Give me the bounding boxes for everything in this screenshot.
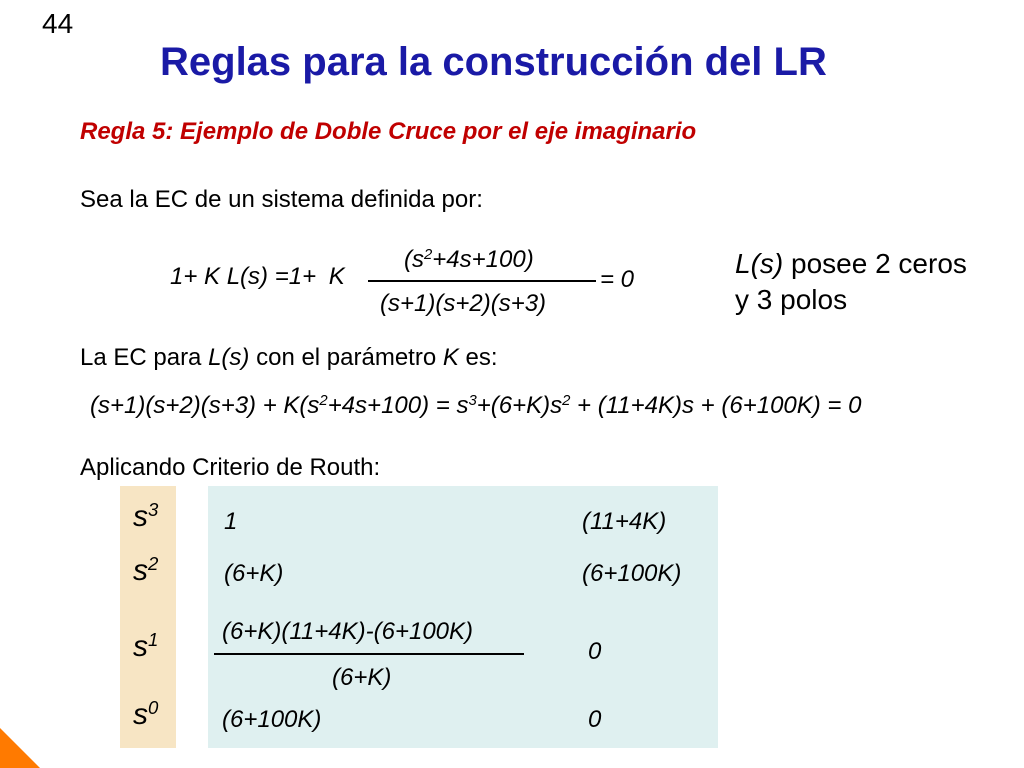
ec-eq-e1: 2	[319, 392, 328, 409]
routh-s3-col2: (11+4K)	[582, 508, 667, 535]
slide-title: Reglas para la construcción del LR	[160, 40, 827, 84]
ec-line-k: K	[442, 344, 459, 371]
equation-rhs: = 0	[600, 266, 635, 293]
routh-label-exp: 3	[148, 498, 159, 520]
routh-s1-fraction-bar	[214, 653, 524, 655]
equation-denominator: (s+1)(s+2)(s+3)	[380, 290, 547, 317]
ec-eq-p1: (s+1)(s+2)(s+3) + K(s	[90, 392, 320, 419]
ec-expanded-equation	[90, 392, 861, 420]
note-ls: L(s)	[735, 248, 784, 279]
routh-label-s1	[133, 630, 158, 664]
equation-numerator	[404, 246, 534, 274]
note-line-1	[735, 248, 967, 280]
note-line1-rest: posee 2 ceros	[783, 248, 967, 279]
routh-s1-col2: 0	[588, 638, 602, 665]
routh-s0-col2: 0	[588, 706, 602, 733]
equation-k: K	[328, 263, 345, 290]
ec-eq-p3: +(6+K)s	[476, 392, 563, 419]
ec-eq-p2: +4s+100) = s	[327, 392, 469, 419]
corner-accent-shape	[0, 728, 40, 768]
slide-subtitle: Regla 5: Ejemplo de Doble Cruce por el eje imaginario	[80, 118, 697, 145]
routh-label-exp: 0	[148, 696, 159, 718]
ec-line-ls: L(s)	[208, 344, 250, 371]
equation-num-post: +4s+100)	[432, 246, 534, 273]
routh-label-s3	[133, 500, 158, 534]
equation-lhs-a: 1+ K L(s)	[170, 263, 269, 290]
routh-intro: Aplicando Criterio de Routh:	[80, 454, 381, 481]
routh-label-base: s	[133, 698, 148, 731]
routh-label-exp: 1	[148, 628, 159, 650]
ec-eq-e2: 3	[468, 392, 477, 409]
ec-eq-p4: + (11+4K)s + (6+100K) = 0	[570, 392, 862, 419]
intro-text: Sea la EC de un sistema definida por:	[80, 186, 483, 213]
routh-label-base: s	[133, 630, 148, 663]
ec-line-mid: con el parámetro	[249, 344, 443, 371]
equation-num-exp: 2	[424, 246, 433, 263]
ec-eq-e3: 2	[562, 392, 571, 409]
routh-s0-col1: (6+100K)	[222, 706, 322, 733]
ec-line	[80, 344, 498, 372]
slide-number: 44	[42, 8, 74, 39]
routh-s3-col1: 1	[224, 508, 238, 535]
ec-line-post: es:	[458, 344, 498, 371]
routh-s1-numerator: (6+K)(11+4K)-(6+100K)	[222, 618, 474, 645]
routh-label-base: s	[133, 500, 148, 533]
equation-lhs-b: 1+	[288, 263, 317, 290]
ec-line-pre: La EC para	[80, 344, 209, 371]
routh-s2-col1: (6+K)	[224, 560, 284, 587]
routh-s2-col2: (6+100K)	[582, 560, 682, 587]
equation-num-pre: (s	[404, 246, 424, 273]
routh-label-base: s	[133, 554, 148, 587]
routh-label-s2	[133, 554, 158, 588]
equation-lhs	[170, 263, 345, 291]
routh-label-exp: 2	[148, 552, 159, 574]
note-line-2: y 3 polos	[735, 284, 848, 315]
routh-s1-denominator: (6+K)	[332, 664, 392, 691]
fraction-bar	[368, 280, 596, 282]
equation-equals: =	[274, 263, 289, 290]
routh-label-s0	[133, 698, 158, 732]
